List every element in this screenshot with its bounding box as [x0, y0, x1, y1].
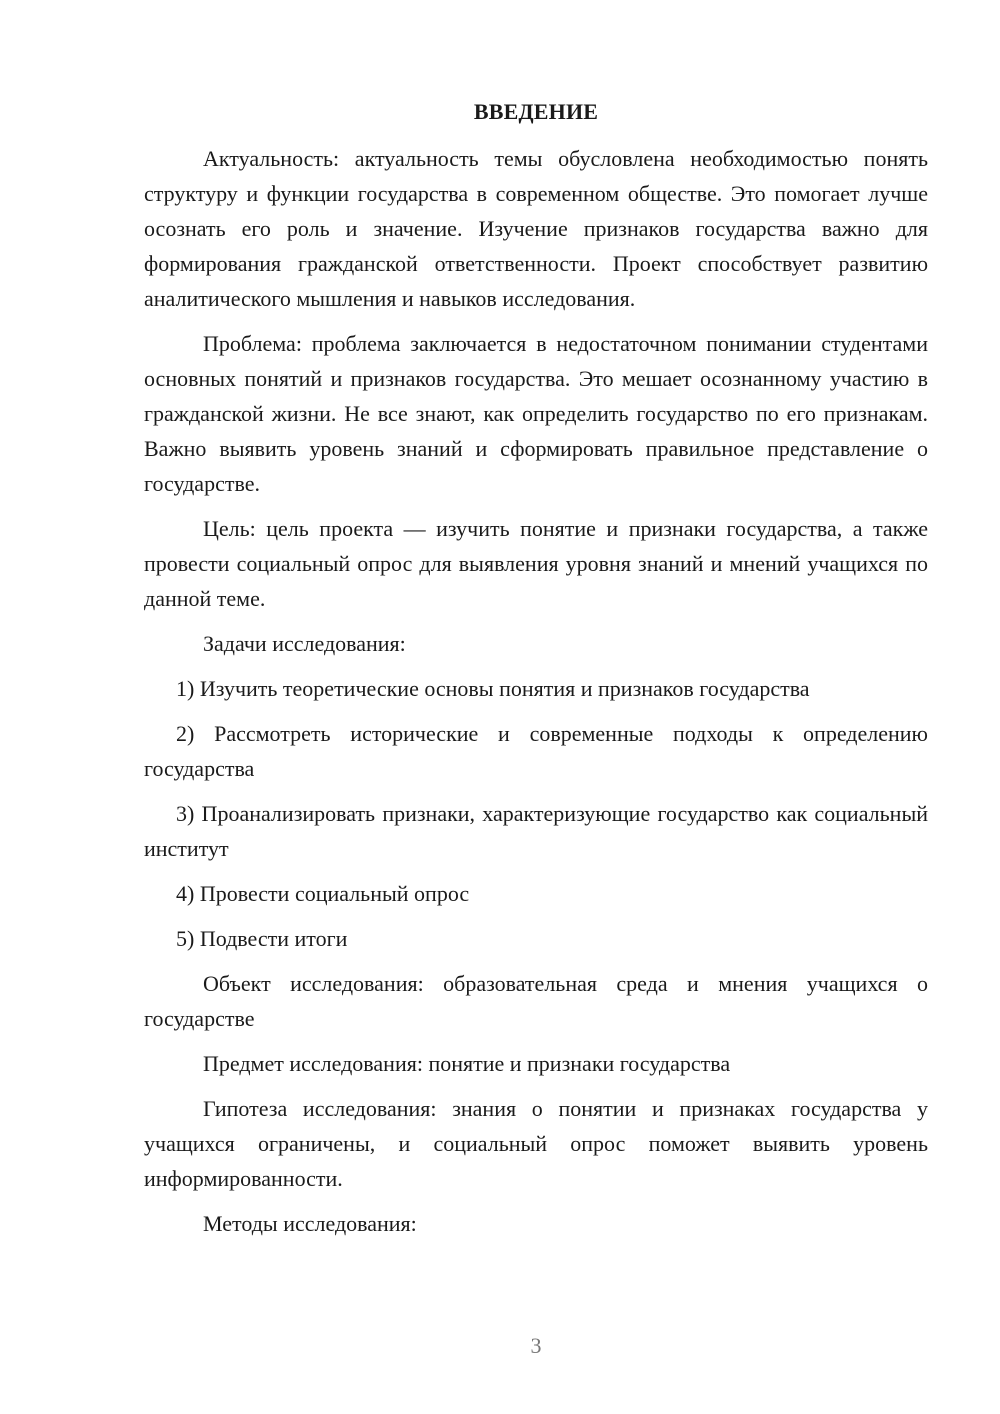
- paragraph-problem: Проблема: проблема заключается в недостаточном понимании студентами основных понятий и признаков государства. Это мешает осознанному участию в гражданской жизни. Не все знают, как определить государство по его признакам. Важно выявить уровень знаний и сформировать правильное представление о государстве.: [144, 331, 928, 496]
- methods-heading: Методы исследования:: [203, 1211, 417, 1236]
- paragraph-subject: Предмет исследования: понятие и признаки государства: [203, 1051, 731, 1076]
- paragraph-goal: Цель: цель проекта — изучить понятие и признаки государства, а также провести социальный опрос для выявления уровня знаний и мнений учащихся по данной теме.: [144, 516, 928, 611]
- page-number: 3: [530, 1333, 542, 1358]
- paragraph-object: Объект исследования: образовательная среда и мнения учащихся о государстве: [144, 971, 928, 1031]
- task-item-4: 4) Провести социальный опрос: [176, 881, 470, 906]
- page-body: [144, 94, 928, 1251]
- task-item-3: 3) Проанализировать признаки, характеризующие государство как социальный институт: [144, 801, 928, 861]
- task-item-5: 5) Подвести итоги: [176, 926, 348, 951]
- task-item-1: 1) Изучить теоретические основы понятия и признаков государства: [176, 676, 810, 701]
- task-item-2: 2) Рассмотреть исторические и современные подходы к определению государства: [144, 721, 928, 781]
- paragraph-relevance: Актуальность: актуальность темы обусловлена необходимостью понять структуру и функции государства в современном обществе. Это помогает лучше осознать его роль и значение. Изучение признаков государства важно для формирования гражданской ответственности. Проект способствует развитию аналитического мышления и навыков исследования.: [144, 146, 928, 311]
- tasks-heading: Задачи исследования:: [203, 631, 406, 656]
- page-title: ВВЕДЕНИЕ: [473, 99, 599, 124]
- paragraph-hypothesis: Гипотеза исследования: знания о понятии и признаках государства у учащихся ограничены, и социальный опрос поможет выявить уровень информированности.: [144, 1096, 928, 1191]
